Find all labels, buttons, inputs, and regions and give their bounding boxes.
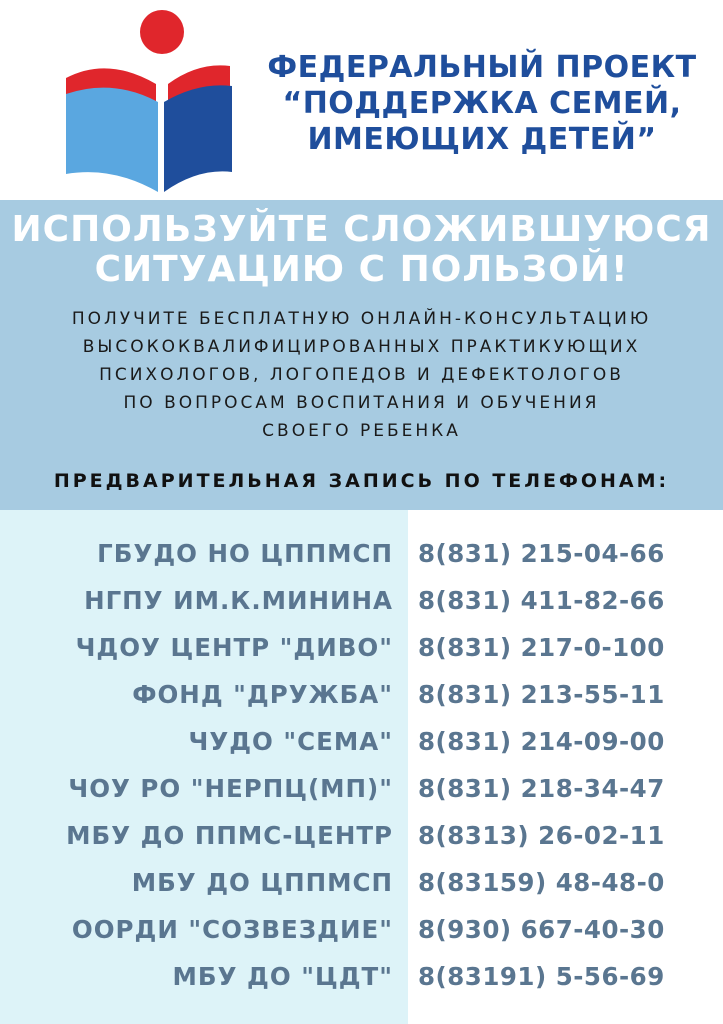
consultation-description xyxy=(0,305,723,445)
phone-number[interactable]: 8(8313) 26-02-11 xyxy=(418,821,665,850)
contact-row xyxy=(0,628,723,668)
contact-row xyxy=(0,722,723,762)
organization-name: ЧУДО "СЕМА" xyxy=(188,727,393,756)
description-line: ПСИХОЛОГОВ, ЛОГОПЕДОВ И ДЕФЕКТОЛОГОВ xyxy=(99,365,624,385)
headline-line: СИТУАЦИЮ С ПОЛЬЗОЙ! xyxy=(94,249,629,290)
project-title-line: “ПОДДЕРЖКА СЕМЕЙ, xyxy=(282,86,682,121)
phone-number[interactable]: 8(83159) 48-48-0 xyxy=(418,868,665,897)
header xyxy=(0,0,723,200)
organization-name: ООРДИ "СОЗВЕЗДИЕ" xyxy=(71,915,393,944)
description-line: ПОЛУЧИТЕ БЕСПЛАТНУЮ ОНЛАЙН-КОНСУЛЬТАЦИЮ xyxy=(71,309,652,329)
organization-name: МБУ ДО ППМС-ЦЕНТР xyxy=(66,821,393,850)
headline xyxy=(0,210,723,290)
organization-name: МБУ ДО ЦППМСП xyxy=(131,868,393,897)
headline-line: ИСПОЛЬЗУЙТЕ СЛОЖИВШУЮСЯ xyxy=(11,209,712,250)
contact-row xyxy=(0,816,723,856)
description-line: ВЫСОКОКВАЛИФИЦИРОВАННЫХ ПРАКТИКУЮЩИХ xyxy=(82,337,641,357)
description-line: СВОЕГО РЕБЕНКА xyxy=(262,421,461,441)
organization-name: ФОНД "ДРУЖБА" xyxy=(132,680,393,709)
contact-row xyxy=(0,863,723,903)
project-title-line: ИМЕЮЩИХ ДЕТЕЙ” xyxy=(307,122,657,157)
organization-name: ЧДОУ ЦЕНТР "ДИВО" xyxy=(75,633,393,662)
organization-name: МБУ ДО "ЦДТ" xyxy=(172,962,393,991)
open-book-logo-icon xyxy=(58,6,238,196)
organization-name: НГПУ ИМ.К.МИНИНА xyxy=(84,586,393,615)
contact-list xyxy=(0,534,723,1014)
organization-name: ГБУДО НО ЦППМСП xyxy=(97,539,393,568)
contact-row xyxy=(0,675,723,715)
phone-number[interactable]: 8(831) 213-55-11 xyxy=(418,680,665,709)
contact-row xyxy=(0,957,723,997)
phone-number[interactable]: 8(831) 214-09-00 xyxy=(418,727,665,756)
phone-number[interactable]: 8(831) 215-04-66 xyxy=(418,539,665,568)
contact-row xyxy=(0,581,723,621)
contact-row xyxy=(0,910,723,950)
description-line: ПО ВОПРОСАМ ВОСПИТАНИЯ И ОБУЧЕНИЯ xyxy=(123,393,600,413)
project-title-line: ФЕДЕРАЛЬНЫЙ ПРОЕКТ xyxy=(267,50,697,85)
booking-label: ПРЕДВАРИТЕЛЬНАЯ ЗАПИСЬ ПО ТЕЛЕФОНАМ: xyxy=(53,470,670,492)
phone-number[interactable]: 8(831) 218-34-47 xyxy=(418,774,665,803)
phone-number[interactable]: 8(831) 217-0-100 xyxy=(418,633,665,662)
phone-number[interactable]: 8(930) 667-40-30 xyxy=(418,915,665,944)
contact-row xyxy=(0,769,723,809)
organization-name: ЧОУ РО "НЕРПЦ(МП)" xyxy=(68,774,393,803)
phone-number[interactable]: 8(83191) 5-56-69 xyxy=(418,962,665,991)
contact-row xyxy=(0,534,723,574)
project-title xyxy=(262,50,702,158)
phone-number[interactable]: 8(831) 411-82-66 xyxy=(418,586,665,615)
